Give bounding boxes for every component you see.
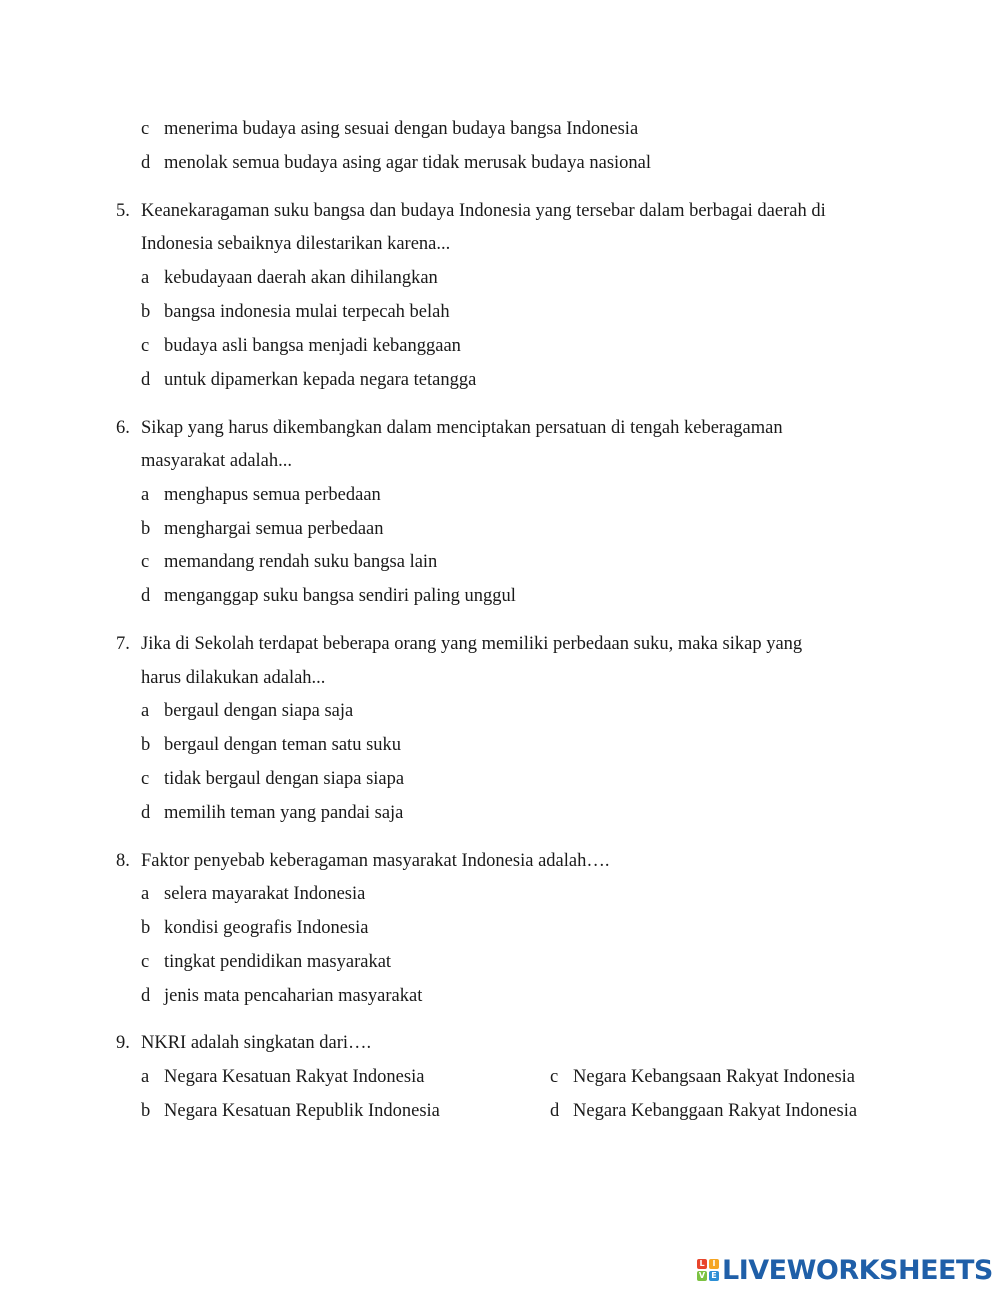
logo-text: LIVEWORKSHEETS: [722, 1254, 993, 1286]
option-letter: c: [141, 552, 150, 572]
option-text: tidak bergaul dengan siapa siapa: [164, 769, 405, 789]
option-letter: a: [141, 1067, 150, 1087]
option-text: menghapus semua perbedaan: [164, 485, 381, 505]
question-text: Sikap yang harus dikembangkan dalam menciptakan persatuan di tengah keberagaman: [141, 418, 783, 438]
option-text: menghargai semua perbedaan: [164, 519, 384, 539]
logo-mark-letter: E: [709, 1271, 719, 1281]
option-text: memandang rendah suku bangsa lain: [164, 552, 438, 572]
option-letter: c: [550, 1067, 559, 1087]
option-item[interactable]: [141, 266, 438, 290]
option-item[interactable]: [141, 916, 369, 940]
option-item[interactable]: [141, 584, 516, 608]
option-letter: c: [141, 952, 150, 972]
option-letter: d: [141, 153, 151, 173]
option-letter: d: [550, 1101, 560, 1121]
option-item[interactable]: [141, 368, 476, 392]
option-letter: a: [141, 701, 150, 721]
option-letter: b: [141, 519, 151, 539]
question-number: 5.: [116, 201, 130, 221]
option-item[interactable]: [550, 1065, 855, 1089]
option-text: bergaul dengan teman satu suku: [164, 735, 402, 755]
question-number: 9.: [116, 1033, 130, 1053]
liveworksheets-logo[interactable]: [697, 1254, 993, 1286]
logo-mark-letter: I: [709, 1259, 719, 1269]
option-text: selera mayarakat Indonesia: [164, 884, 366, 904]
option-text: menolak semua budaya asing agar tidak merusak budaya nasional: [164, 153, 652, 173]
option-item[interactable]: [141, 984, 422, 1008]
option-letter: d: [141, 586, 151, 606]
option-item[interactable]: [141, 517, 384, 541]
option-text: Negara Kesatuan Rakyat Indonesia: [164, 1067, 425, 1087]
option-letter: c: [141, 336, 150, 356]
option-text: menganggap suku bangsa sendiri paling unggul: [164, 586, 516, 606]
option-letter: d: [141, 986, 151, 1006]
option-item[interactable]: [141, 334, 461, 358]
option-text: budaya asli bangsa menjadi kebanggaan: [164, 336, 461, 356]
question-text: Jika di Sekolah terdapat beberapa orang yang memiliki perbedaan suku, maka sikap yang: [141, 634, 803, 654]
logo-mark-letter: L: [697, 1259, 707, 1269]
option-text: memilih teman yang pandai saja: [164, 803, 404, 823]
option-letter: a: [141, 485, 150, 505]
option-item[interactable]: [550, 1099, 857, 1123]
option-text: menerima budaya asing sesuai dengan budaya bangsa Indonesia: [164, 119, 639, 139]
option-item[interactable]: [141, 117, 638, 141]
option-item[interactable]: [141, 801, 403, 825]
option-item[interactable]: [141, 483, 381, 507]
option-text: Negara Kebanggaan Rakyat Indonesia: [573, 1101, 858, 1121]
question-number: 7.: [116, 634, 130, 654]
option-item[interactable]: [141, 882, 365, 906]
option-item[interactable]: [141, 767, 404, 791]
question-text: masyarakat adalah...: [141, 451, 293, 471]
question-text: Faktor penyebab keberagaman masyarakat Indonesia adalah….: [141, 851, 610, 871]
option-text: Negara Kesatuan Republik Indonesia: [164, 1101, 440, 1121]
option-letter: d: [141, 370, 151, 390]
option-letter: d: [141, 803, 151, 823]
option-text: bangsa indonesia mulai terpecah belah: [164, 302, 450, 322]
option-item[interactable]: [141, 950, 391, 974]
option-item[interactable]: [141, 1099, 440, 1123]
option-item[interactable]: [141, 550, 437, 574]
option-letter: b: [141, 302, 151, 322]
option-item[interactable]: [141, 300, 450, 324]
logo-mark-icon: [697, 1259, 719, 1281]
question-text: Indonesia sebaiknya dilestarikan karena...: [141, 234, 451, 254]
question-number: 6.: [116, 418, 130, 438]
option-letter: c: [141, 119, 150, 139]
question-text: NKRI adalah singkatan dari….: [141, 1033, 372, 1053]
option-letter: c: [141, 769, 150, 789]
option-item[interactable]: [141, 733, 401, 757]
logo-mark-letter: V: [698, 1271, 706, 1280]
option-text: bergaul dengan siapa saja: [164, 701, 354, 721]
option-item[interactable]: [141, 151, 651, 175]
option-letter: b: [141, 918, 151, 938]
question-text: Keanekaragaman suku bangsa dan budaya Indonesia yang tersebar dalam berbagai daerah di: [141, 201, 826, 221]
option-text: kebudayaan daerah akan dihilangkan: [164, 268, 438, 288]
option-text: kondisi geografis Indonesia: [164, 918, 369, 938]
question-text: harus dilakukan adalah...: [141, 668, 326, 688]
question-number: 8.: [116, 851, 130, 871]
option-letter: b: [141, 1101, 151, 1121]
option-text: untuk dipamerkan kepada negara tetangga: [164, 370, 477, 390]
option-item[interactable]: [141, 1065, 424, 1089]
option-letter: a: [141, 268, 150, 288]
option-text: tingkat pendidikan masyarakat: [164, 952, 392, 972]
option-letter: a: [141, 884, 150, 904]
option-text: jenis mata pencaharian masyarakat: [164, 986, 423, 1006]
option-text: Negara Kebangsaan Rakyat Indonesia: [573, 1067, 856, 1087]
option-letter: b: [141, 735, 151, 755]
option-item[interactable]: [141, 699, 353, 723]
